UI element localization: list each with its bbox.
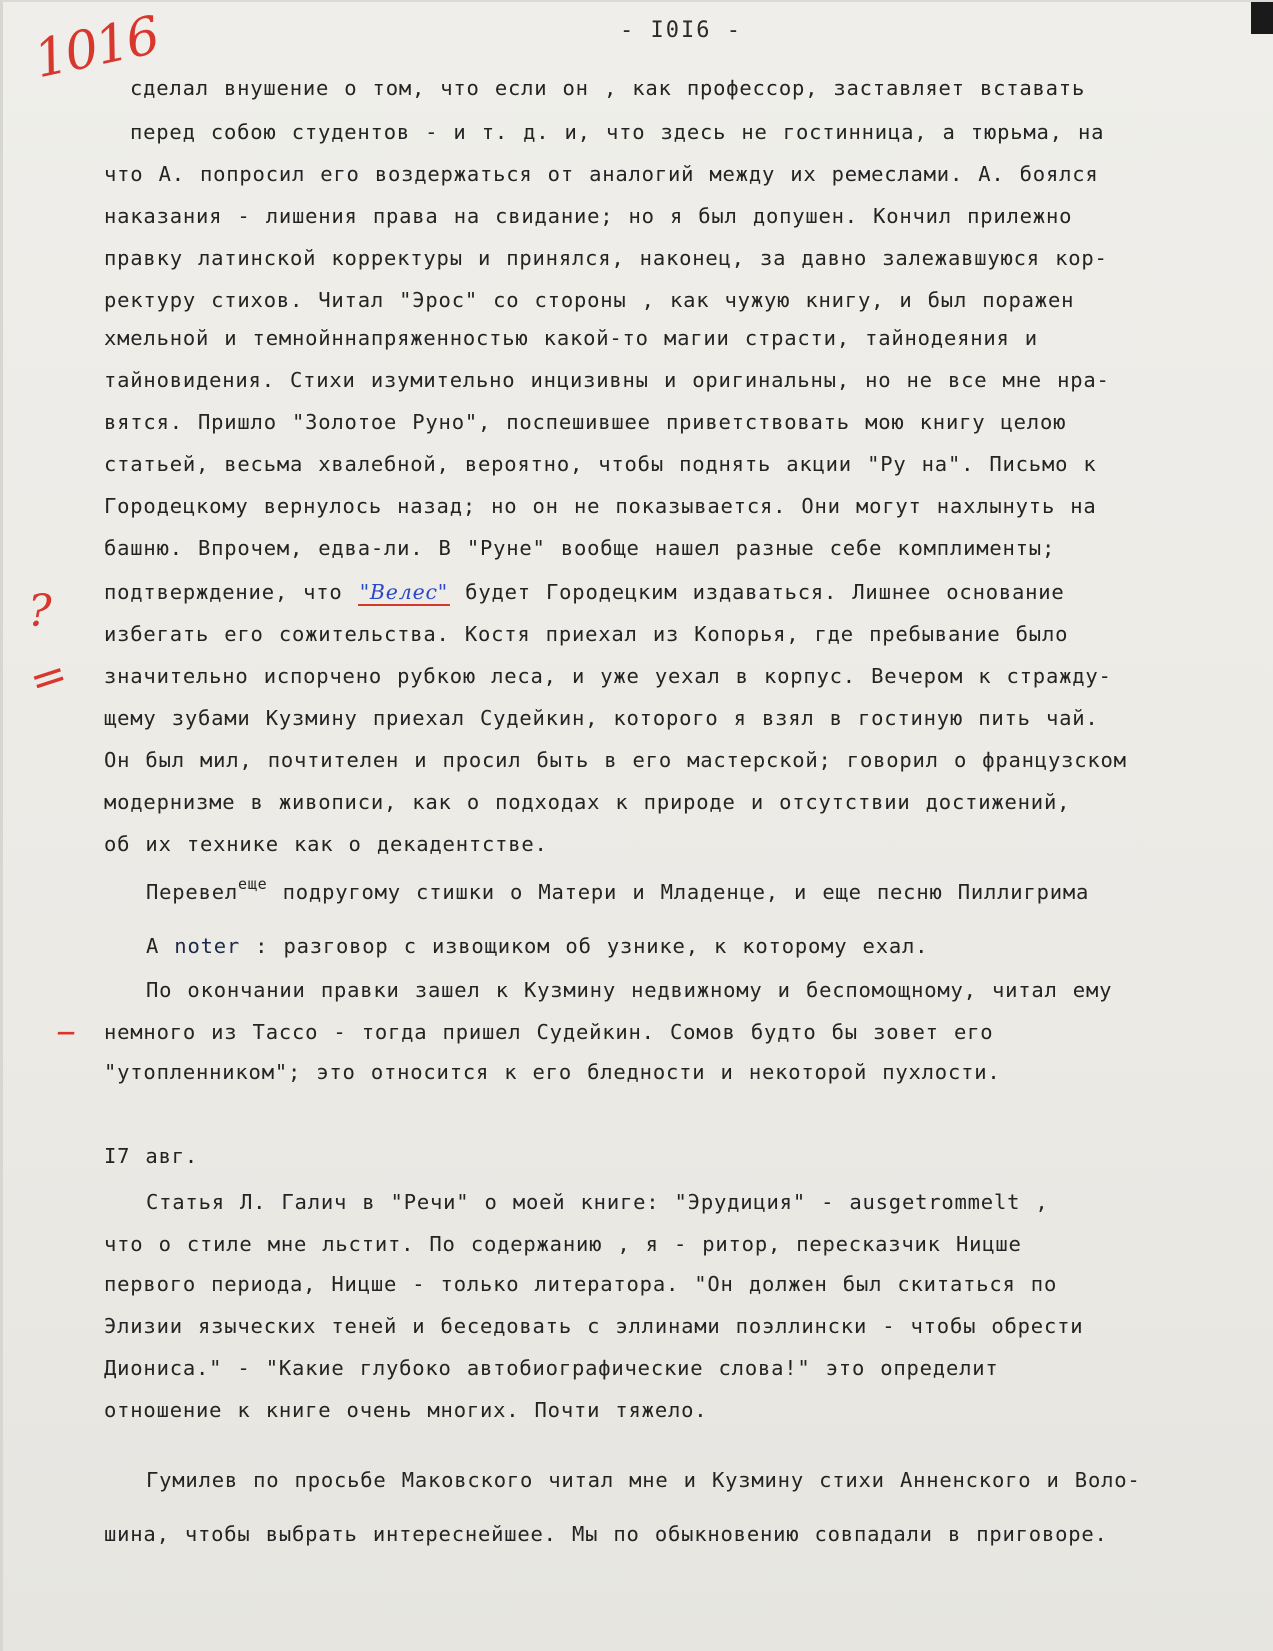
text-segment: : разговор с извощиком об узнике, к которому ехал. (240, 934, 929, 958)
text-segment: подругому стишки о Матери и Младенце, и еще песню Пиллигрима (267, 880, 1090, 904)
text-line: Элизии языческих теней и беседовать с эллинами поэллински - чтобы обрести (104, 1314, 1084, 1338)
text-line: По окончании правки зашел к Кузмину недвижному и беспомощному, читал ему (146, 978, 1113, 1002)
margin-equals-mark: = (23, 647, 74, 708)
page-number: - I0I6 - (620, 18, 742, 43)
text-segment: А (146, 934, 175, 958)
text-segment: подтверждение, что (104, 580, 358, 604)
margin-question-mark: ? (28, 586, 52, 637)
text-line: наказания - лишения права на свидание; но я был допушен. Кончил прилежно (104, 204, 1073, 228)
scan-corner (1251, 0, 1273, 34)
text-line: тайновидения. Стихи изумительно инцизивны и оригинальны, но не все мне нра- (104, 368, 1110, 392)
handwritten-insertion-veles: "Велес" (359, 580, 449, 604)
text-segment: Перевел (146, 880, 238, 904)
text-line: избегать его сожительства. Костя приехал из Копорья, где пребывание было (104, 622, 1069, 646)
text-line: шина, чтобы выбрать интереснейшее. Мы по обыкновению совпадали в приговоре. (104, 1522, 1108, 1546)
date-heading: I7 авг. (104, 1144, 198, 1168)
text-line: Гумилев по просьбе Маковского читал мне и Кузмину стихи Анненского и Воло- (146, 1468, 1141, 1492)
text-line: значительно испорчено рубкою леса, и уже уехал в корпус. Вечером к стражду- (104, 664, 1112, 688)
text-line: хмельной и темнойннапряженностью какой-то магии страсти, тайнодеяния и (104, 326, 1038, 350)
text-line (104, 580, 1065, 604)
text-line: первого периода, Ницше - только литератора. "Он должен был скитаться по (104, 1272, 1058, 1296)
text-line: немного из Тассо - тогда пришел Судейкин. Сомов будто бы зовет его (104, 1020, 994, 1044)
text-line: правку латинской корректуры и принялся, наконец, за давно залежавшуюся кор- (104, 246, 1108, 270)
text-line (146, 934, 928, 958)
text-line: статьей, весьма хвалебной, вероятно, чтобы поднять акции "Ру на". Письмо к (104, 452, 1097, 476)
text-line: Он был мил, почтителен и просил быть в его мастерской; говорил о французском (104, 748, 1127, 772)
typed-insertion: еще (238, 875, 268, 893)
text-line: щему зубами Кузмину приехал Судейкин, которого я взял в гостиную пить чай. (104, 706, 1099, 730)
text-line: что о стиле мне льстит. По содержанию , я - ритор, пересказчик Ницше (104, 1232, 1022, 1256)
text-line (146, 875, 1090, 904)
text-line: ректуру стихов. Читал "Эрос" со стороны , как чужую книгу, и был поражен (104, 288, 1075, 312)
text-line: вятся. Пришло "Золотое Руно", поспешившее приветствовать мою книгу целою (104, 410, 1067, 434)
text-segment: будет Городецким издаваться. Лишнее основание (450, 580, 1065, 604)
text-line: Статья Л. Галич в "Речи" о моей книге: "Эрудиция" - ausgetrommelt , (146, 1190, 1049, 1214)
handwritten-page-number: 1016 (29, 5, 164, 91)
text-line: перед собою студентов - и т. д. и, что здесь не гостинница, а тюрьма, на (130, 120, 1105, 144)
margin-dash-mark: – (56, 1008, 76, 1054)
text-line: об их технике как о декадентстве. (104, 832, 548, 856)
latin-word-noter: noter (174, 934, 241, 958)
text-line: модернизме в живописи, как о подходах к природе и отсутствии достижений, (104, 790, 1071, 814)
text-line: "утопленником"; это относится к его бледности и некоторой пухлости. (104, 1060, 1001, 1084)
text-line: что А. попросил его воздержаться от аналогий между их ремеслами. А. боялся (104, 162, 1099, 186)
text-line: сделал внушение о том, что если он , как профессор, заставляет вставать (130, 76, 1086, 100)
text-line: Городецкому вернулось назад; но он не показывается. Они могут нахлынуть на (104, 494, 1097, 518)
text-line: Диониса." - "Какие глубоко автобиографические слова!" это определит (104, 1356, 999, 1380)
text-line: отношение к книге очень многих. Почти тяжело. (104, 1398, 708, 1422)
text-line: башню. Впрочем, едва-ли. В "Руне" вообще нашел разные себе комплименты; (104, 536, 1056, 560)
